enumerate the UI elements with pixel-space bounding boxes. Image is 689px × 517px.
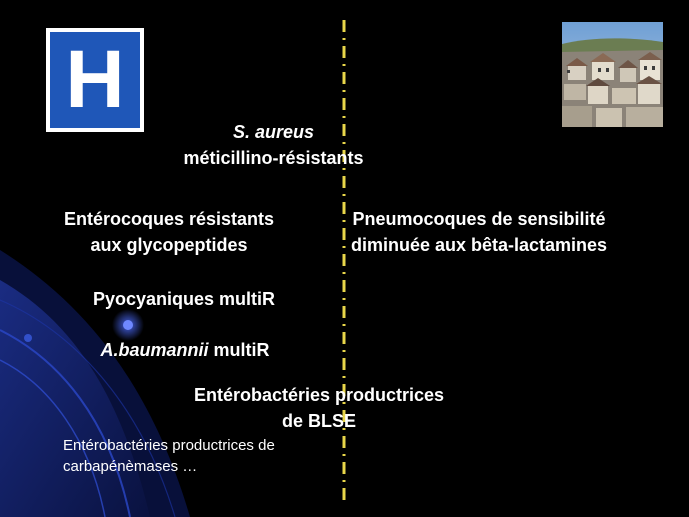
item-carba [63,435,323,477]
item-sarm-line2: méticillino-résistants [183,148,364,168]
town-photo [562,22,663,127]
item-erg-line1: Entérocoques résistants [63,209,275,229]
item-blse-line2: de BLSE [281,411,356,431]
item-abau-suffix: multiR [208,340,270,360]
item-carba-line2: carbapénèmases … [63,458,198,475]
hospital-sign-icon [46,28,144,132]
item-abau-species: A.baumannii [100,340,209,360]
item-pneumo-line1: Pneumocoques de sensibilité [352,209,606,229]
item-sarm [171,119,376,171]
hospital-sign-panel [50,32,140,128]
item-blse [168,382,470,434]
item-blse-line1: Entérobactéries productrices [193,385,445,405]
hospital-sign-letter: H [65,34,125,125]
item-erg [44,206,294,258]
item-pyo [74,286,294,312]
item-sarm-line1: S. aureus [232,122,315,142]
item-pneumo-line2: diminuée aux bêta-lactamines [350,235,608,255]
item-abau [80,337,290,363]
item-pneumo [326,206,632,258]
item-carba-line1: Entérobactéries productrices de [63,437,275,454]
item-erg-line2: aux glycopeptides [90,235,248,255]
item-pyo-label: Pyocyaniques multiR [92,289,276,309]
